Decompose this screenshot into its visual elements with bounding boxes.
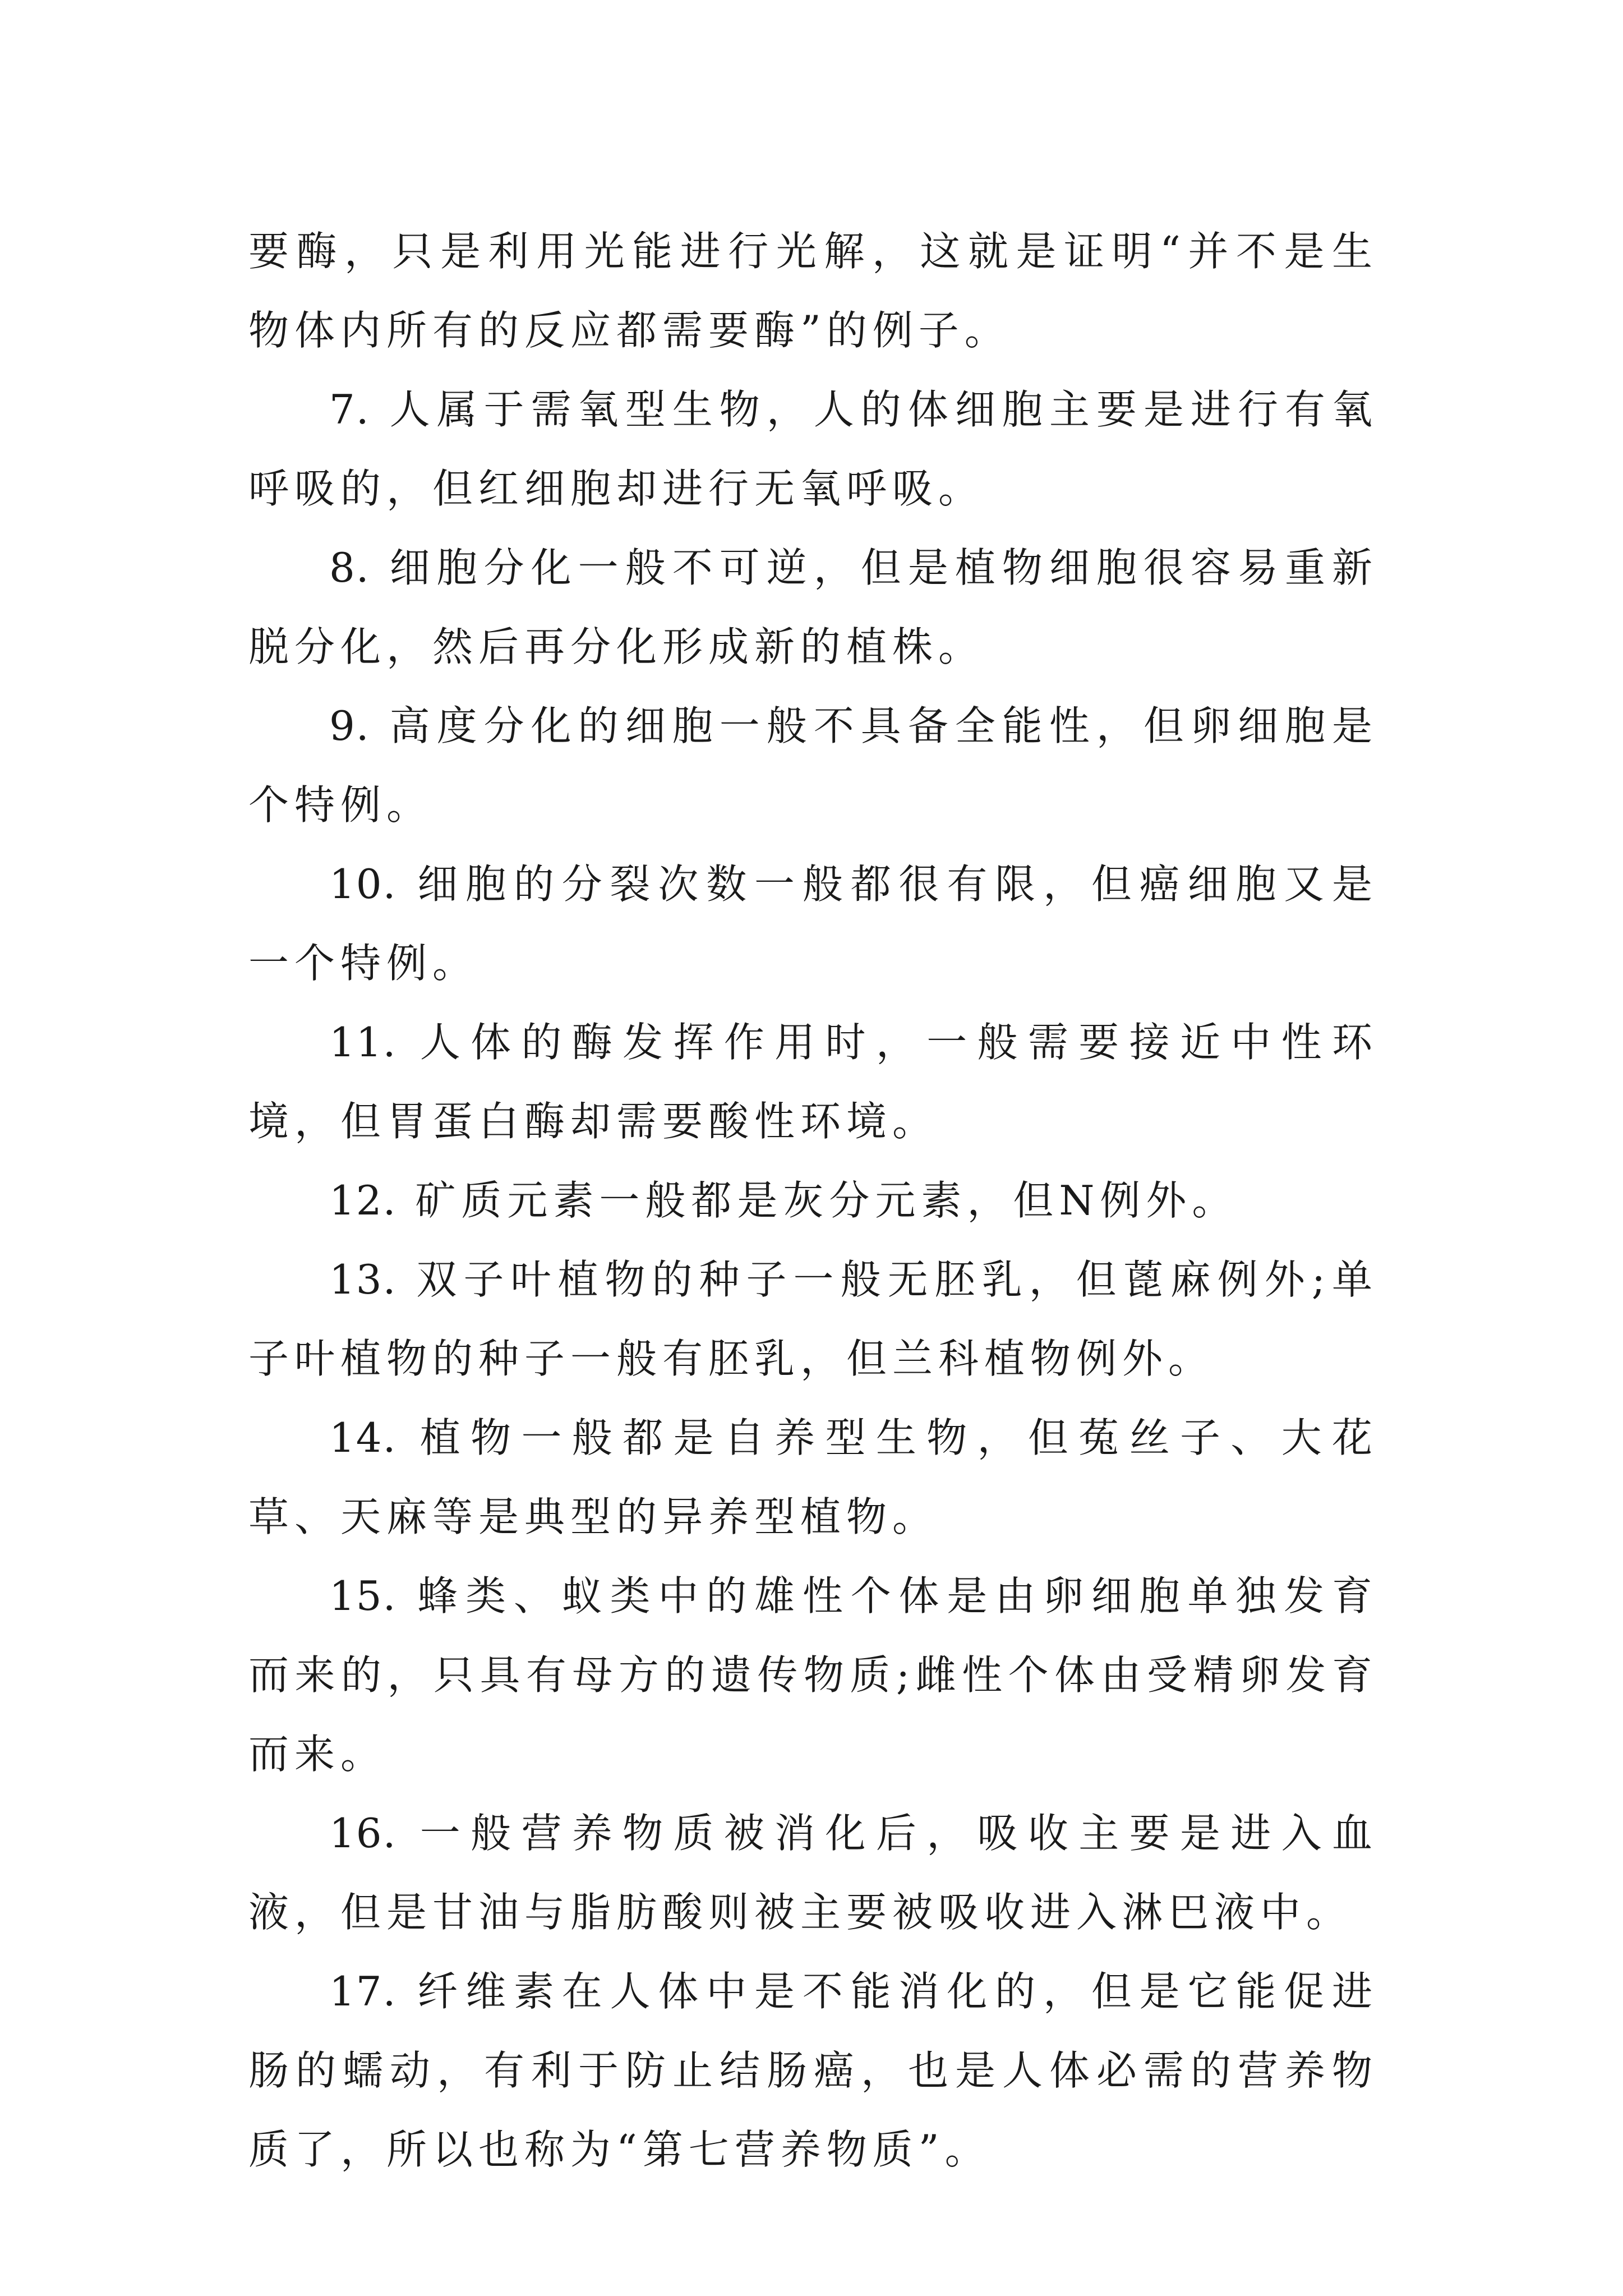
item-number: 13. — [329, 1256, 397, 1303]
paragraph-text: 一般营养物质被消化后，吸收主要是进入血液，但是甘油与脂肪酸则被主要被吸收进入淋巴液中。 — [248, 1810, 1378, 1936]
paragraph-text: 细胞分化一般不可逆，但是植物细胞很容易重新脱分化，然后再分化形成新的植株。 — [248, 544, 1378, 670]
item-number: 7. — [329, 386, 370, 433]
paragraph-text: 蜂类、蚁类中的雄性个体是由卵细胞单独发育而来的，只具有母方的遗传物质;雌性个体由受精卵发育而来。 — [248, 1572, 1378, 1778]
item-number: 15. — [329, 1572, 397, 1619]
paragraph-text: 人体的酶发挥作用时，一般需要接近中性环境，但胃蛋白酶却需要酸性环境。 — [248, 1019, 1378, 1145]
paragraph-item-14 — [248, 1398, 1378, 1557]
paragraph-item-11 — [248, 1003, 1378, 1161]
paragraph-text: 纤维素在人体中是不能消化的，但是它能促进肠的蠕动，有利于防止结肠癌，也是人体必需的营养物质了，所以也称为“第七营养物质”。 — [248, 1968, 1378, 2173]
paragraph-text: 植物一般都是自养型生物，但菟丝子、大花草、天麻等是典型的异养型植物。 — [248, 1414, 1378, 1540]
paragraph-continuation — [248, 212, 1378, 370]
paragraph-item-10 — [248, 845, 1378, 1003]
paragraph-text: 高度分化的细胞一般不具备全能性，但卵细胞是个特例。 — [248, 702, 1378, 829]
paragraph-item-7 — [248, 370, 1378, 528]
item-number: 9. — [329, 702, 370, 749]
item-number: 12. — [329, 1177, 397, 1224]
document-body — [248, 212, 1378, 2189]
paragraph-item-16 — [248, 1794, 1378, 1952]
item-number: 8. — [329, 544, 370, 591]
paragraph-text: 矿质元素一般都是灰分元素，但N例外。 — [415, 1177, 1238, 1224]
item-number: 14. — [329, 1414, 397, 1461]
paragraph-text: 人属于需氧型生物，人的体细胞主要是进行有氧呼吸的，但红细胞却进行无氧呼吸。 — [248, 386, 1378, 512]
item-number: 10. — [329, 861, 397, 908]
paragraph-item-8 — [248, 528, 1378, 687]
paragraph-text: 细胞的分裂次数一般都很有限，但癌细胞又是一个特例。 — [248, 861, 1378, 987]
item-number: 11. — [329, 1019, 397, 1066]
paragraph-text: 要酶，只是利用光能进行光解，这就是证明“并不是生物体内所有的反应都需要酶”的例子。 — [248, 228, 1378, 354]
paragraph-item-17 — [248, 1952, 1378, 2189]
item-number: 17. — [329, 1968, 397, 2015]
paragraph-text: 双子叶植物的种子一般无胚乳，但蓖麻例外;单子叶植物的种子一般有胚乳，但兰科植物例外。 — [248, 1256, 1378, 1382]
paragraph-item-12 — [248, 1161, 1378, 1240]
paragraph-item-9 — [248, 687, 1378, 845]
paragraph-item-15 — [248, 1557, 1378, 1794]
item-number: 16. — [329, 1810, 397, 1857]
paragraph-item-13 — [248, 1240, 1378, 1398]
